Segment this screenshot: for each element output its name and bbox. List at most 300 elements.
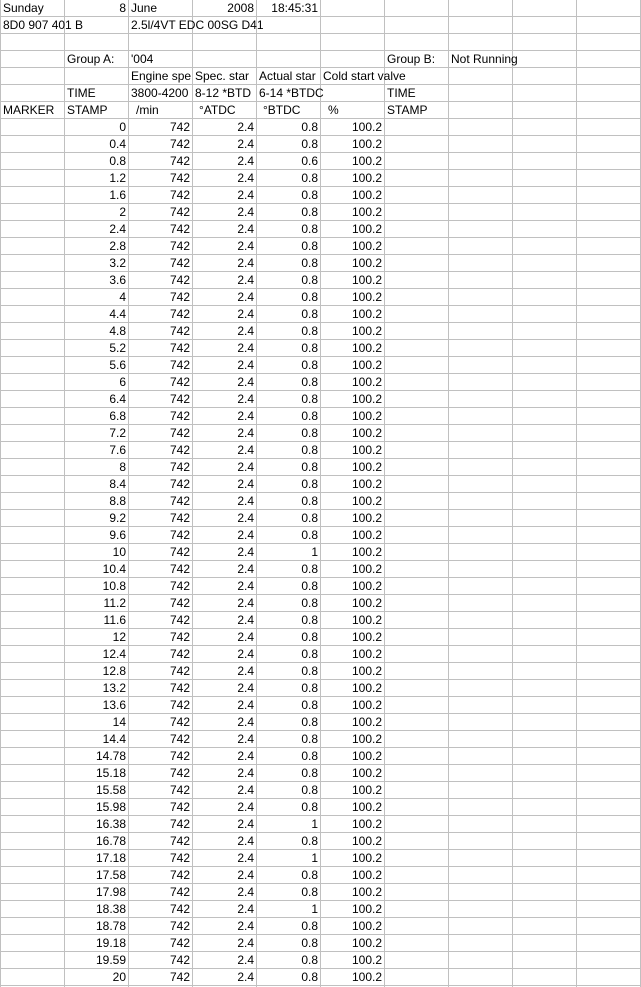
- cold-start-valve-cell[interactable]: 100.2: [351, 800, 382, 814]
- cold-start-valve-cell[interactable]: 100.2: [351, 596, 382, 610]
- cold-start-valve-cell[interactable]: 100.2: [351, 630, 382, 644]
- engine-speed-cell[interactable]: 742: [169, 749, 190, 763]
- cold-start-valve-cell[interactable]: 100.2: [351, 511, 382, 525]
- engine-speed-cell[interactable]: 742: [169, 137, 190, 151]
- engine-speed-cell[interactable]: 742: [169, 953, 190, 967]
- cold-start-valve-cell[interactable]: 100.2: [351, 409, 382, 423]
- actual-start-cell[interactable]: 0.8: [301, 834, 318, 848]
- cold-start-valve-cell[interactable]: 100.2: [351, 239, 382, 253]
- engine-speed-cell[interactable]: 742: [169, 511, 190, 525]
- actual-start-cell[interactable]: 0.8: [301, 188, 318, 202]
- cold-start-valve-cell[interactable]: 100.2: [351, 817, 382, 831]
- time-stamp-cell[interactable]: 0.4: [109, 137, 126, 151]
- time-stamp-cell[interactable]: 10.8: [102, 579, 126, 593]
- cold-start-valve-cell[interactable]: 100.2: [351, 188, 382, 202]
- actual-start-cell[interactable]: 0.8: [301, 477, 318, 491]
- time-stamp-cell[interactable]: 18.38: [95, 902, 126, 916]
- time-stamp-cell[interactable]: 10: [112, 545, 126, 559]
- engine-speed-cell[interactable]: 742: [169, 613, 190, 627]
- month-cell[interactable]: June: [131, 1, 158, 15]
- spec-start-cell[interactable]: 2.4: [237, 749, 254, 763]
- spec-start-cell[interactable]: 2.4: [237, 800, 254, 814]
- actual-start-cell[interactable]: 0.8: [301, 290, 318, 304]
- table-row: [0, 527, 641, 544]
- table-row: [0, 697, 641, 714]
- actual-start-cell[interactable]: 0.8: [301, 460, 318, 474]
- measure-names-row: [0, 68, 641, 85]
- engine-speed-cell[interactable]: 742: [169, 205, 190, 219]
- spec-start-cell[interactable]: 2.4: [237, 732, 254, 746]
- spec-start-cell[interactable]: 2.4: [237, 409, 254, 423]
- spec-start-cell[interactable]: 2.4: [237, 154, 254, 168]
- actual-start-cell[interactable]: 0.8: [301, 171, 318, 185]
- cold-start-valve-cell[interactable]: 100.2: [351, 256, 382, 270]
- cold-start-valve-cell[interactable]: 100.2: [351, 528, 382, 542]
- actual-start-cell[interactable]: 0.6: [301, 154, 318, 168]
- time-stamp-cell[interactable]: 2.4: [109, 222, 126, 236]
- time-stamp-cell[interactable]: 2: [119, 205, 126, 219]
- time-stamp-cell[interactable]: 19.18: [95, 936, 126, 950]
- engine-speed-cell[interactable]: 742: [169, 188, 190, 202]
- engine-speed-cell[interactable]: 742: [169, 715, 190, 729]
- spec-start-cell[interactable]: 2.4: [237, 902, 254, 916]
- cold-start-valve-cell[interactable]: 100.2: [351, 171, 382, 185]
- actual-start-cell[interactable]: 0.8: [301, 698, 318, 712]
- cold-start-valve-cell[interactable]: 100.2: [351, 477, 382, 491]
- engine-speed-cell[interactable]: 742: [169, 579, 190, 593]
- actual-start-cell[interactable]: 0.8: [301, 715, 318, 729]
- time-stamp-cell[interactable]: 11.2: [103, 596, 126, 610]
- cold-start-valve-cell[interactable]: 100.2: [351, 290, 382, 304]
- engine-speed-cell[interactable]: 742: [169, 919, 190, 933]
- actual-start-cell[interactable]: 0.8: [301, 936, 318, 950]
- actual-start-cell[interactable]: 0.8: [301, 919, 318, 933]
- table-row: [0, 170, 641, 187]
- engine-speed-cell[interactable]: 742: [169, 307, 190, 321]
- spec-engine-speed[interactable]: 3800-4200: [131, 86, 189, 100]
- time-stamp-cell[interactable]: 8.4: [109, 477, 126, 491]
- engine-speed-cell[interactable]: 742: [169, 358, 190, 372]
- cold-start-valve-cell[interactable]: 100.2: [351, 783, 382, 797]
- table-row: [0, 187, 641, 204]
- time-stamp-cell[interactable]: 17.18: [95, 851, 126, 865]
- cold-start-valve-cell[interactable]: 100.2: [351, 868, 382, 882]
- cold-start-valve-cell[interactable]: 100.2: [351, 715, 382, 729]
- time-stamp-cell[interactable]: 17.58: [95, 868, 126, 882]
- header-spec-start[interactable]: Spec. star: [195, 69, 250, 83]
- time-stamp-cell[interactable]: 2.8: [109, 239, 126, 253]
- engine-speed-cell[interactable]: 742: [169, 426, 190, 440]
- cold-start-valve-cell[interactable]: 100.2: [351, 919, 382, 933]
- time-stamp-cell[interactable]: 15.58: [95, 783, 126, 797]
- time-stamp-cell[interactable]: 14: [112, 715, 126, 729]
- spec-start-cell[interactable]: 2.4: [237, 834, 254, 848]
- spec-start-cell[interactable]: 2.4: [237, 919, 254, 933]
- spec-start-cell[interactable]: 2.4: [237, 664, 254, 678]
- actual-start-cell[interactable]: 0.8: [301, 970, 318, 984]
- engine-code-cell[interactable]: 2.5l/4VT EDC 00SG D41: [131, 18, 264, 32]
- spec-start-cell[interactable]: 2.4: [237, 783, 254, 797]
- cold-start-valve-cell[interactable]: 100.2: [351, 749, 382, 763]
- spec-start-cell[interactable]: 2.4: [237, 545, 254, 559]
- engine-speed-cell[interactable]: 742: [169, 936, 190, 950]
- table-row: [0, 595, 641, 612]
- engine-speed-cell[interactable]: 742: [169, 222, 190, 236]
- actual-start-cell[interactable]: 0.8: [301, 307, 318, 321]
- actual-start-cell[interactable]: 0.8: [301, 511, 318, 525]
- time-stamp-cell[interactable]: 12: [112, 630, 126, 644]
- time-stamp-cell[interactable]: 4: [119, 290, 126, 304]
- spec-start-cell[interactable]: 2.4: [237, 188, 254, 202]
- engine-speed-cell[interactable]: 742: [169, 698, 190, 712]
- engine-speed-cell[interactable]: 742: [169, 409, 190, 423]
- cold-start-valve-cell[interactable]: 100.2: [351, 358, 382, 372]
- actual-start-cell[interactable]: 0.8: [301, 120, 318, 134]
- time-stamp-cell[interactable]: 5.6: [109, 358, 126, 372]
- engine-speed-cell[interactable]: 742: [169, 494, 190, 508]
- cold-start-valve-cell[interactable]: 100.2: [351, 460, 382, 474]
- engine-speed-cell[interactable]: 742: [169, 732, 190, 746]
- cold-start-valve-cell[interactable]: 100.2: [351, 375, 382, 389]
- spec-start-cell[interactable]: 2.4: [237, 596, 254, 610]
- time-stamp-cell[interactable]: 7.6: [109, 443, 126, 457]
- spec-start-cell[interactable]: 2.4: [237, 460, 254, 474]
- spec-start-cell[interactable]: 2.4: [237, 868, 254, 882]
- cold-start-valve-cell[interactable]: 100.2: [351, 698, 382, 712]
- engine-speed-cell[interactable]: 742: [169, 647, 190, 661]
- time-stamp-cell[interactable]: 16.78: [95, 834, 126, 848]
- marker-header[interactable]: MARKER: [3, 103, 55, 117]
- spec-start-cell[interactable]: 2.4: [237, 137, 254, 151]
- cold-start-valve-cell[interactable]: 100.2: [351, 766, 382, 780]
- cold-start-valve-cell[interactable]: 100.2: [351, 953, 382, 967]
- time-stamp-cell[interactable]: 11.6: [103, 613, 126, 627]
- cold-start-valve-cell[interactable]: 100.2: [351, 936, 382, 950]
- time-header-a[interactable]: TIME: [67, 86, 96, 100]
- unit-engine-speed[interactable]: /min: [136, 103, 159, 117]
- spec-start-cell[interactable]: 2.4: [237, 222, 254, 236]
- time-stamp-cell[interactable]: 18.78: [95, 919, 126, 933]
- engine-speed-cell[interactable]: 742: [169, 239, 190, 253]
- cold-start-valve-cell[interactable]: 100.2: [351, 426, 382, 440]
- actual-start-cell[interactable]: 0.8: [301, 868, 318, 882]
- spec-start-cell[interactable]: 2.4: [237, 562, 254, 576]
- engine-speed-cell[interactable]: 742: [169, 885, 190, 899]
- engine-speed-cell[interactable]: 742: [169, 664, 190, 678]
- engine-speed-cell[interactable]: 742: [169, 477, 190, 491]
- spec-start-cell[interactable]: 2.4: [237, 970, 254, 984]
- actual-start-cell[interactable]: 0.8: [301, 613, 318, 627]
- cold-start-valve-cell[interactable]: 100.2: [351, 732, 382, 746]
- time-stamp-cell[interactable]: 1.2: [109, 171, 126, 185]
- spec-start-cell[interactable]: 2.4: [237, 579, 254, 593]
- actual-start-cell[interactable]: 0.8: [301, 681, 318, 695]
- spec-start-cell[interactable]: 2.4: [237, 817, 254, 831]
- cold-start-valve-cell[interactable]: 100.2: [351, 664, 382, 678]
- time-stamp-cell[interactable]: 20: [112, 970, 126, 984]
- engine-speed-cell[interactable]: 742: [169, 783, 190, 797]
- cold-start-valve-cell[interactable]: 100.2: [351, 647, 382, 661]
- actual-start-cell[interactable]: 1: [311, 851, 318, 865]
- cold-start-valve-cell[interactable]: 100.2: [351, 834, 382, 848]
- cold-start-valve-cell[interactable]: 100.2: [351, 324, 382, 338]
- time-stamp-cell[interactable]: 4.8: [109, 324, 126, 338]
- table-row: [0, 612, 641, 629]
- spec-start-cell[interactable]: 2.4: [237, 324, 254, 338]
- spec-start-cell[interactable]: 2.4: [237, 120, 254, 134]
- spec-start-cell[interactable]: 2.4: [237, 239, 254, 253]
- engine-speed-cell[interactable]: 742: [169, 545, 190, 559]
- cold-start-valve-cell[interactable]: 100.2: [351, 545, 382, 559]
- spec-start-cell[interactable]: 2.4: [237, 307, 254, 321]
- engine-speed-cell[interactable]: 742: [169, 596, 190, 610]
- actual-start-cell[interactable]: 0.8: [301, 426, 318, 440]
- table-row: [0, 969, 641, 986]
- spec-start-cell[interactable]: 2.4: [237, 613, 254, 627]
- actual-start-cell[interactable]: 0.8: [301, 749, 318, 763]
- actual-start-cell[interactable]: 0.8: [301, 443, 318, 457]
- actual-start-cell[interactable]: 0.8: [301, 273, 318, 287]
- spec-start-cell[interactable]: 2.4: [237, 494, 254, 508]
- cold-start-valve-cell[interactable]: 100.2: [351, 613, 382, 627]
- spec-start-cell[interactable]: 2.4: [237, 851, 254, 865]
- table-row: [0, 476, 641, 493]
- unit-spec-start[interactable]: °ATDC: [199, 103, 236, 117]
- spec-start-cell[interactable]: 2.4: [237, 715, 254, 729]
- stamp-header-b[interactable]: STAMP: [387, 103, 428, 117]
- time-stamp-cell[interactable]: 1.6: [109, 188, 126, 202]
- header-engine-speed[interactable]: Engine spe: [131, 69, 192, 83]
- time-stamp-cell[interactable]: 6: [119, 375, 126, 389]
- date-day-cell[interactable]: 8: [119, 1, 126, 15]
- actual-start-cell[interactable]: 1: [311, 817, 318, 831]
- actual-start-cell[interactable]: 1: [311, 545, 318, 559]
- engine-speed-cell[interactable]: 742: [169, 630, 190, 644]
- time-header-b[interactable]: TIME: [387, 86, 416, 100]
- year-cell[interactable]: 2008: [227, 1, 254, 15]
- engine-speed-cell[interactable]: 742: [169, 443, 190, 457]
- table-row: [0, 680, 641, 697]
- part-number-cell[interactable]: 8D0 907 401 B: [3, 18, 84, 32]
- spec-start-cell[interactable]: 2.4: [237, 477, 254, 491]
- actual-start-cell[interactable]: 0.8: [301, 596, 318, 610]
- engine-speed-cell[interactable]: 742: [169, 851, 190, 865]
- spec-start-cell[interactable]: 2.4: [237, 647, 254, 661]
- actual-start-cell[interactable]: 0.8: [301, 579, 318, 593]
- time-stamp-cell[interactable]: 8.8: [109, 494, 126, 508]
- spec-start-cell[interactable]: 2.4: [237, 630, 254, 644]
- cold-start-valve-cell[interactable]: 100.2: [351, 681, 382, 695]
- cold-start-valve-cell[interactable]: 100.2: [351, 392, 382, 406]
- engine-speed-cell[interactable]: 742: [169, 902, 190, 916]
- table-row: [0, 510, 641, 527]
- spec-start-cell[interactable]: 2.4: [237, 426, 254, 440]
- spec-start-cell[interactable]: 2.4: [237, 681, 254, 695]
- actual-start-cell[interactable]: 0.8: [301, 409, 318, 423]
- spec-start-cell[interactable]: 2.4: [237, 358, 254, 372]
- group-b-label[interactable]: Group B:: [387, 52, 436, 66]
- header-cold-start-valve[interactable]: Cold start valve: [323, 69, 406, 83]
- time-stamp-cell[interactable]: 16.38: [95, 817, 126, 831]
- engine-speed-cell[interactable]: 742: [169, 171, 190, 185]
- cold-start-valve-cell[interactable]: 100.2: [351, 222, 382, 236]
- time-stamp-cell[interactable]: 14.4: [102, 732, 126, 746]
- actual-start-cell[interactable]: 0.8: [301, 256, 318, 270]
- cold-start-valve-cell[interactable]: 100.2: [351, 902, 382, 916]
- time-stamp-cell[interactable]: 9.2: [109, 511, 126, 525]
- time-stamp-cell[interactable]: 10.4: [102, 562, 126, 576]
- actual-start-cell[interactable]: 0.8: [301, 664, 318, 678]
- engine-speed-cell[interactable]: 742: [169, 324, 190, 338]
- spec-start-cell[interactable]: 2.4: [237, 936, 254, 950]
- actual-start-cell[interactable]: 0.8: [301, 137, 318, 151]
- cold-start-valve-cell[interactable]: 100.2: [351, 562, 382, 576]
- engine-speed-cell[interactable]: 742: [169, 562, 190, 576]
- time-stamp-cell[interactable]: 15.98: [95, 800, 126, 814]
- spec-start-cell[interactable]: 2.4: [237, 766, 254, 780]
- time-stamp-cell[interactable]: 3.2: [109, 256, 126, 270]
- actual-start-cell[interactable]: 0.8: [301, 885, 318, 899]
- actual-start-cell[interactable]: 0.8: [301, 766, 318, 780]
- table-row: [0, 952, 641, 969]
- cold-start-valve-cell[interactable]: 100.2: [351, 273, 382, 287]
- spec-start-cell[interactable]: 2.4: [237, 171, 254, 185]
- time-stamp-cell[interactable]: 19.59: [95, 953, 126, 967]
- engine-speed-cell[interactable]: 742: [169, 681, 190, 695]
- spec-start-cell[interactable]: 2.4: [237, 885, 254, 899]
- engine-speed-cell[interactable]: 742: [169, 375, 190, 389]
- time-stamp-cell[interactable]: 4.4: [109, 307, 126, 321]
- time-stamp-cell[interactable]: 8: [119, 460, 126, 474]
- actual-start-cell[interactable]: 0.8: [301, 800, 318, 814]
- time-stamp-cell[interactable]: 12.8: [102, 664, 126, 678]
- cold-start-valve-cell[interactable]: 100.2: [351, 341, 382, 355]
- engine-speed-cell[interactable]: 742: [169, 460, 190, 474]
- spec-start-cell[interactable]: 2.4: [237, 511, 254, 525]
- actual-start-cell[interactable]: 0.8: [301, 239, 318, 253]
- spec-start-cell[interactable]: 2.4: [237, 341, 254, 355]
- actual-start-cell[interactable]: 0.8: [301, 783, 318, 797]
- time-stamp-cell[interactable]: 6.8: [109, 409, 126, 423]
- header-actual-start[interactable]: Actual star: [259, 69, 316, 83]
- cold-start-valve-cell[interactable]: 100.2: [351, 137, 382, 151]
- groups-row: [0, 51, 641, 68]
- time-stamp-cell[interactable]: 14.78: [95, 749, 126, 763]
- engine-speed-cell[interactable]: 742: [169, 800, 190, 814]
- time-stamp-cell[interactable]: 5.2: [109, 341, 126, 355]
- actual-start-cell[interactable]: 0.8: [301, 324, 318, 338]
- engine-speed-cell[interactable]: 742: [169, 528, 190, 542]
- actual-start-cell[interactable]: 0.8: [301, 630, 318, 644]
- cold-start-valve-cell[interactable]: 100.2: [351, 579, 382, 593]
- group-b-value[interactable]: Not Running: [451, 52, 518, 66]
- day-cell[interactable]: Sunday: [3, 1, 44, 15]
- table-row: [0, 391, 641, 408]
- table-row: [0, 663, 641, 680]
- engine-speed-cell[interactable]: 742: [169, 868, 190, 882]
- cold-start-valve-cell[interactable]: 100.2: [351, 120, 382, 134]
- spec-start-cell[interactable]: 2.4: [237, 273, 254, 287]
- actual-start-cell[interactable]: 0.8: [301, 562, 318, 576]
- spec-start-cell[interactable]: 2.4: [237, 205, 254, 219]
- actual-start-cell[interactable]: 0.8: [301, 375, 318, 389]
- engine-speed-cell[interactable]: 742: [169, 817, 190, 831]
- actual-start-cell[interactable]: 0.8: [301, 358, 318, 372]
- cold-start-valve-cell[interactable]: 100.2: [351, 307, 382, 321]
- actual-start-cell[interactable]: 0.8: [301, 222, 318, 236]
- time-stamp-cell[interactable]: 15.18: [95, 766, 126, 780]
- engine-speed-cell[interactable]: 742: [169, 290, 190, 304]
- time-stamp-cell[interactable]: 13.2: [102, 681, 126, 695]
- engine-speed-cell[interactable]: 742: [169, 120, 190, 134]
- time-stamp-cell[interactable]: 0.8: [109, 154, 126, 168]
- spec-start-cell[interactable]: 2.4: [237, 528, 254, 542]
- spec-start-cell[interactable]: 2.4: [237, 256, 254, 270]
- actual-start-cell[interactable]: 0.8: [301, 732, 318, 746]
- table-row: [0, 714, 641, 731]
- cold-start-valve-cell[interactable]: 100.2: [351, 443, 382, 457]
- spec-start-cell[interactable]: 2.4: [237, 392, 254, 406]
- engine-speed-cell[interactable]: 742: [169, 834, 190, 848]
- actual-start-cell[interactable]: 0.8: [301, 528, 318, 542]
- spec-start-cell[interactable]: 2.4: [237, 443, 254, 457]
- engine-speed-cell[interactable]: 742: [169, 766, 190, 780]
- cold-start-valve-cell[interactable]: 100.2: [351, 154, 382, 168]
- group-a-value[interactable]: '004: [131, 52, 154, 66]
- cold-start-valve-cell[interactable]: 100.2: [351, 851, 382, 865]
- engine-speed-cell[interactable]: 742: [169, 392, 190, 406]
- actual-start-cell[interactable]: 0.8: [301, 494, 318, 508]
- engine-speed-cell[interactable]: 742: [169, 273, 190, 287]
- table-row: [0, 408, 641, 425]
- actual-start-cell[interactable]: 0.8: [301, 205, 318, 219]
- engine-speed-cell[interactable]: 742: [169, 154, 190, 168]
- cold-start-valve-cell[interactable]: 100.2: [351, 494, 382, 508]
- engine-speed-cell[interactable]: 742: [169, 970, 190, 984]
- actual-start-cell[interactable]: 0.8: [301, 647, 318, 661]
- unit-actual-start[interactable]: °BTDC: [263, 103, 301, 117]
- engine-speed-cell[interactable]: 742: [169, 256, 190, 270]
- spec-start-cell[interactable]: 2.4: [237, 290, 254, 304]
- table-row: [0, 323, 641, 340]
- actual-start-cell[interactable]: 0.8: [301, 953, 318, 967]
- stamp-header-a[interactable]: STAMP: [67, 103, 108, 117]
- actual-start-cell[interactable]: 1: [311, 902, 318, 916]
- actual-start-cell[interactable]: 0.8: [301, 392, 318, 406]
- time-stamp-cell[interactable]: 7.2: [109, 426, 126, 440]
- cold-start-valve-cell[interactable]: 100.2: [351, 970, 382, 984]
- spec-start-cell[interactable]: 2.4: [237, 375, 254, 389]
- spec-actual-start[interactable]: 6-14 *BTDC: [259, 86, 324, 100]
- spec-start[interactable]: 8-12 *BTD: [195, 86, 252, 100]
- time-stamp-cell[interactable]: 6.4: [109, 392, 126, 406]
- time-cell[interactable]: 18:45:31: [271, 1, 318, 15]
- spec-start-cell[interactable]: 2.4: [237, 698, 254, 712]
- time-stamp-cell[interactable]: 0: [119, 120, 126, 134]
- time-stamp-cell[interactable]: 9.6: [109, 528, 126, 542]
- time-stamp-cell[interactable]: 13.6: [102, 698, 126, 712]
- engine-speed-cell[interactable]: 742: [169, 341, 190, 355]
- actual-start-cell[interactable]: 0.8: [301, 341, 318, 355]
- group-a-label[interactable]: Group A:: [67, 52, 115, 66]
- time-stamp-cell[interactable]: 17.98: [95, 885, 126, 899]
- unit-cold-start-valve[interactable]: %: [328, 103, 339, 117]
- cold-start-valve-cell[interactable]: 100.2: [351, 885, 382, 899]
- cold-start-valve-cell[interactable]: 100.2: [351, 205, 382, 219]
- spec-start-cell[interactable]: 2.4: [237, 953, 254, 967]
- time-stamp-cell[interactable]: 3.6: [109, 273, 126, 287]
- time-stamp-cell[interactable]: 12.4: [102, 647, 126, 661]
